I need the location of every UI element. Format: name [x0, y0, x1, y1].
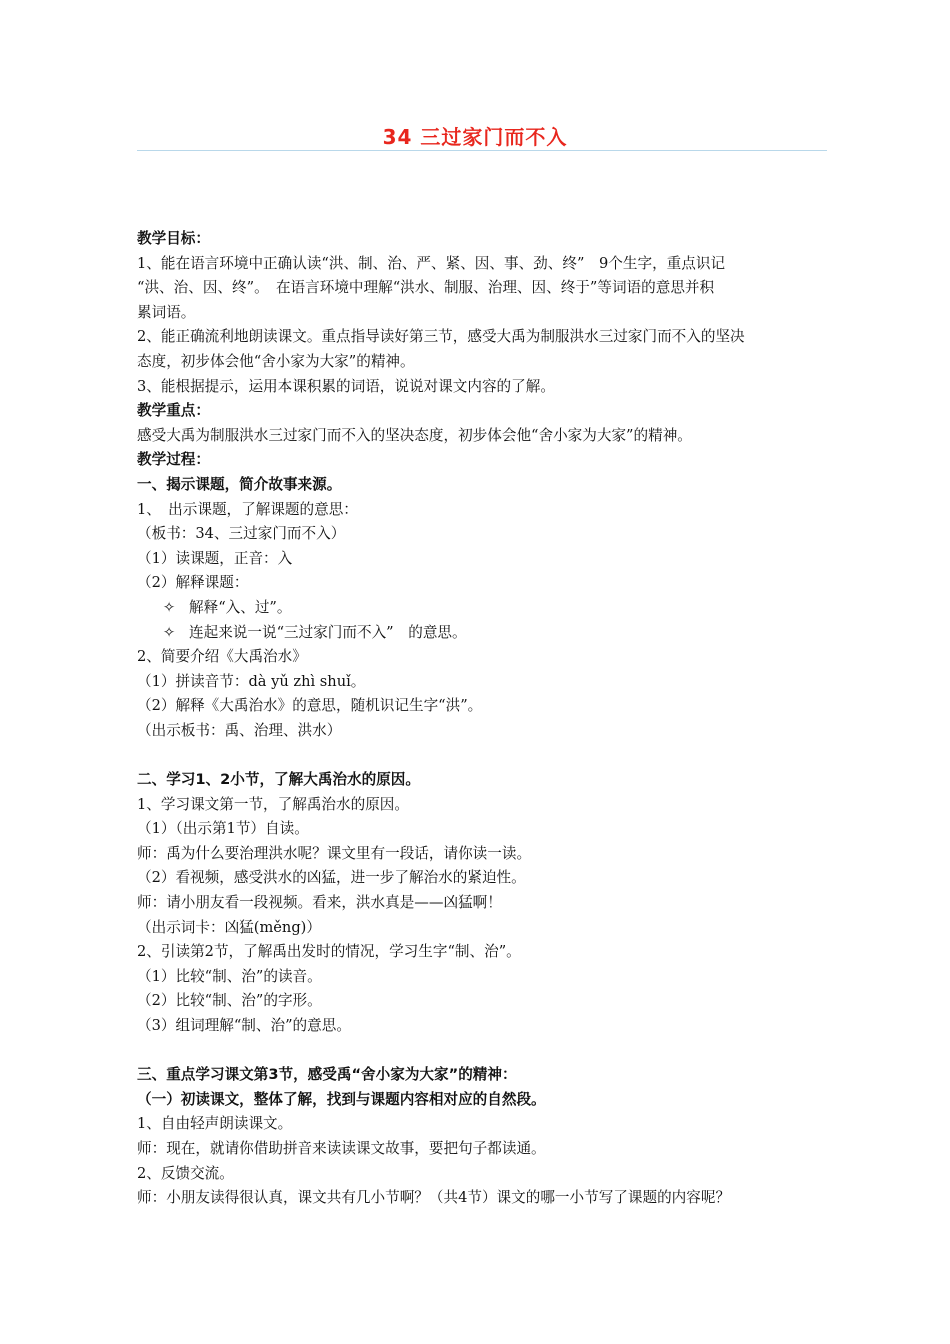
diamond-bullet-icon: ✧ [163, 598, 176, 616]
body-line: 师：禹为什么要治理洪水呢？课文里有一段话，请你读一读。 [137, 844, 532, 862]
body-line: （出示词卡：凶猛(měng)） [137, 918, 321, 936]
body-line: 2、能正确流利地朗读课文。重点指导读好第三节，感受大禹为制服洪水三过家门而不入的坚决 [137, 328, 745, 346]
blank-line [137, 1039, 837, 1064]
section-heading: （一）初读课文，整体了解，找到与课题内容相对应的自然段。 [137, 1090, 546, 1108]
document-body [137, 227, 837, 1211]
body-line: 1、 出示课题，了解课题的意思： [137, 500, 358, 518]
body-line: 累词语。 [137, 303, 196, 321]
body-line: 态度，初步体会他“舍小家为大家”的精神。 [137, 352, 415, 370]
body-line: “洪、治、因、终”。 在语言环境中理解“洪水、制服、治理、因、终于”等词语的意思并积 [137, 279, 715, 297]
body-line: 1、能在语言环境中正确认读“洪、制、治、严、紧、因、事、劲、终” 9个生字，重点识记 [137, 254, 726, 272]
section-heading: 教学重点： [137, 402, 210, 420]
body-line: （1）比较“制、治”的读音。 [137, 967, 322, 985]
body-line: 感受大禹为制服洪水三过家门而不入的坚决态度，初步体会他“舍小家为大家”的精神。 [137, 426, 692, 444]
document-title: 34 三过家门而不入 [382, 125, 568, 149]
bullet-item [137, 621, 837, 646]
body-line: （1）（出示第1节）自读。 [137, 820, 309, 838]
body-line: 师：请小朋友看一段视频。看来，洪水真是——凶猛啊！ [137, 894, 502, 912]
section-heading: 教学过程： [137, 451, 210, 469]
body-line: 1、自由轻声朗读课文。 [137, 1115, 293, 1133]
body-line: （出示板书：禹、治理、洪水） [137, 721, 342, 739]
section-heading: 教学目标： [137, 230, 210, 247]
body-line: 3、能根据提示，运用本课积累的词语，说说对课文内容的了解。 [137, 377, 555, 395]
body-line: （2）解释课题： [137, 574, 249, 592]
body-line: （1）读课题，正音：入 [137, 549, 293, 567]
body-line: 师：现在，就请你借助拼音来读读课文故事，要把句子都读通。 [137, 1139, 546, 1157]
title-divider [137, 150, 827, 151]
body-line: （2）比较“制、治”的字形。 [137, 992, 322, 1010]
section-heading: 一、揭示课题，简介故事来源。 [137, 475, 342, 493]
body-line: （3）组词理解“制、治”的意思。 [137, 1017, 351, 1034]
body-line: 1、学习课文第一节，了解禹治水的原因。 [137, 795, 409, 813]
blank-line [137, 743, 837, 768]
body-line: 2、引读第2节，了解禹出发时的情况，学习生字“制、治”。 [137, 943, 521, 961]
body-line: 师：小朋友读得很认真，课文共有几小节啊？（共4节）课文的哪一小节写了课题的内容呢？ [137, 1189, 731, 1207]
bullet-text: 连起来说一说“三过家门而不入” 的意思。 [189, 623, 467, 641]
body-line: 2、简要介绍《大禹治水》 [137, 648, 307, 666]
bullet-item [137, 596, 837, 621]
body-line: （板书：34、三过家门而不入） [137, 525, 346, 543]
diamond-bullet-icon: ✧ [163, 623, 176, 641]
section-heading: 三、重点学习课文第3节，感受禹“舍小家为大家”的精神： [137, 1066, 517, 1084]
body-line: 2、反馈交流。 [137, 1164, 234, 1182]
section-heading: 二、学习1、2小节，了解大禹治水的原因。 [137, 771, 420, 789]
body-line: （1）拼读音节：dà yǔ zhì shuǐ。 [137, 672, 366, 690]
body-line: （2）解释《大禹治水》的意思，随机识记生字“洪”。 [137, 697, 483, 715]
bullet-text: 解释“入、过”。 [189, 598, 292, 616]
body-line: （2）看视频，感受洪水的凶猛，进一步了解治水的紧迫性。 [137, 869, 526, 887]
